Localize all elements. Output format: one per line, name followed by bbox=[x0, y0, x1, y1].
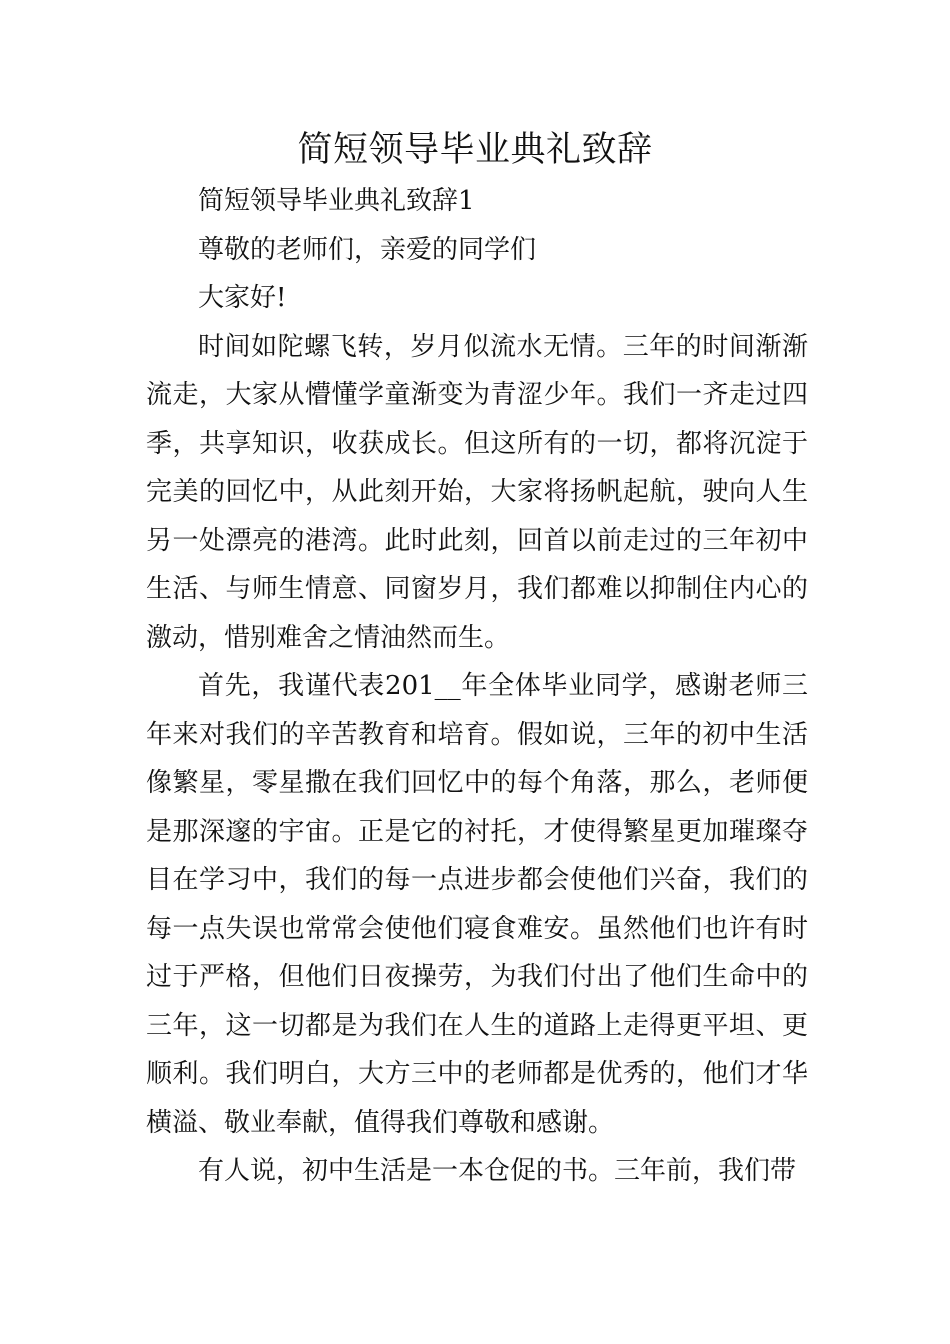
body-paragraph: 有人说，初中生活是一本仓促的书。三年前，我们带 bbox=[198, 1156, 797, 1186]
section-heading: 简短领导毕业典礼致辞1 bbox=[198, 186, 475, 216]
document-body bbox=[146, 177, 808, 1196]
document-title: 简短领导毕业典礼致辞 bbox=[297, 130, 653, 170]
salutation: 尊敬的老师们，亲爱的同学们 bbox=[198, 234, 537, 265]
greeting: 大家好! bbox=[198, 283, 287, 313]
body-paragraph: 时间如陀螺飞转，岁月似流水无情。三年的时间渐渐流走，大家从懵懂学童渐变为青涩少年。我们一齐走过四季，共享知识，收获成长。但这所有的一切，都将沉淀于完美的回忆中，从此刻开始，大家将扬帆起航，驶向人生另一处漂亮的港湾。此时此刻，回首以前走过的三年初中生活、与师生情意、同窗岁月，我们都难以抑制住内心的激动，惜别难舍之情油然而生。 bbox=[146, 331, 808, 653]
body-paragraph: 首先，我谨代表201__年全体毕业同学，感谢老师三年来对我们的辛苦教育和培育。假如说，三年的初中生活像繁星，零星撒在我们回忆中的每个角落，那么，老师便是那深邃的宇宙。正是它的衬托，才使得繁星更加璀璨夺目在学习中，我们的每一点进步都会使他们兴奋，我们的每一点失误也常常会使他们寝食难安。虽然他们也许有时过于严格，但他们日夜操劳，为我们付出了他们生命中的三年，这一切都是为我们在人生的道路上走得更平坦、更顺利。我们明白，大方三中的老师都是优秀的，他们才华横溢、敬业奉献，值得我们尊敬和感谢。 bbox=[146, 671, 808, 1138]
